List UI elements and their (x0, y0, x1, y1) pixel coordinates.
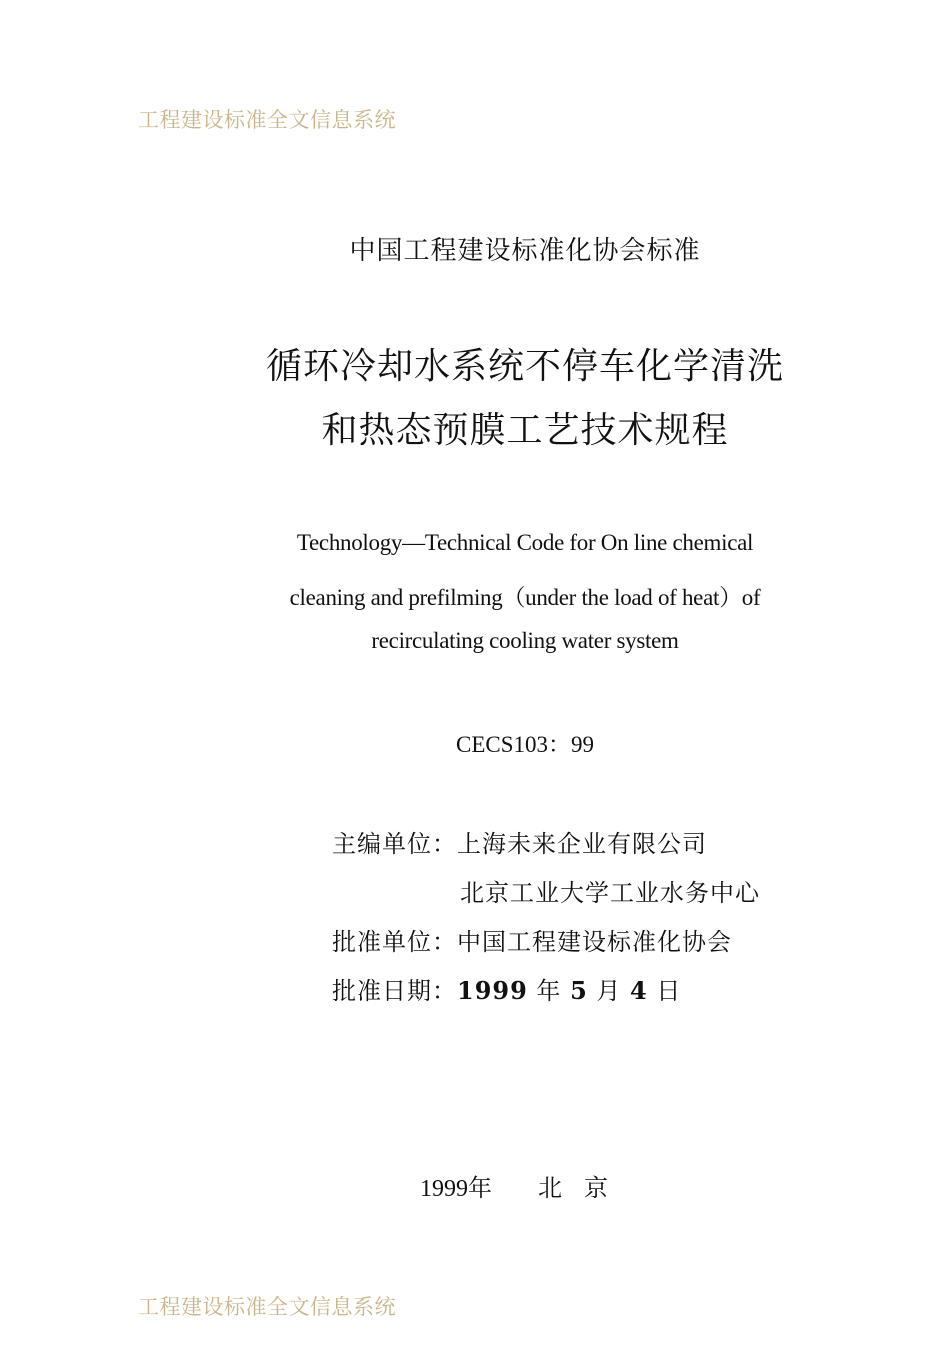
chief-editor-1: 上海未来企业有限公司 (457, 830, 707, 858)
document-title-line-2: 和热态预膜工艺技术规程 (321, 410, 729, 451)
chief-editor-2: 北京工业大学工业水务中心 (460, 879, 760, 907)
publication-footer (420, 1168, 630, 1203)
approval-day-unit: 日 (647, 977, 682, 1005)
association-name: 中国工程建设标准化协会标准 (349, 236, 701, 266)
approval-month-unit: 月 (587, 977, 631, 1005)
watermark-bottom: 工程建设标准全文信息系统 (138, 1295, 396, 1319)
chief-editor-label: 主编单位： (332, 830, 457, 858)
publication-city: 北京 (538, 1174, 630, 1202)
approval-date-label: 批准日期： (332, 977, 457, 1005)
chief-editor-row (332, 824, 707, 859)
standard-code: CECS103：99 (455, 732, 595, 757)
approver-label: 批准单位： (332, 928, 457, 956)
english-title-line-1: Technology—Technical Code for On line chemical (296, 530, 754, 555)
english-title-line-3: recirculating cooling water system (371, 628, 679, 653)
approver-row (332, 922, 732, 957)
approval-day: 4 (630, 976, 648, 1005)
document-title-line-1: 循环冷却水系统不停车化学清洗 (265, 346, 784, 387)
watermark-top: 工程建设标准全文信息系统 (138, 108, 396, 132)
chief-editor-row-2 (460, 873, 760, 908)
approval-month: 5 (570, 976, 588, 1005)
approval-year-unit: 年 (527, 977, 571, 1005)
approver-value: 中国工程建设标准化协会 (457, 928, 732, 956)
publication-year: 1999年 (420, 1176, 492, 1202)
approval-year: 1999 (457, 976, 528, 1005)
english-title-line-2: cleaning and prefilming（under the load of heat）of (289, 585, 761, 610)
approval-date-row (332, 971, 681, 1006)
